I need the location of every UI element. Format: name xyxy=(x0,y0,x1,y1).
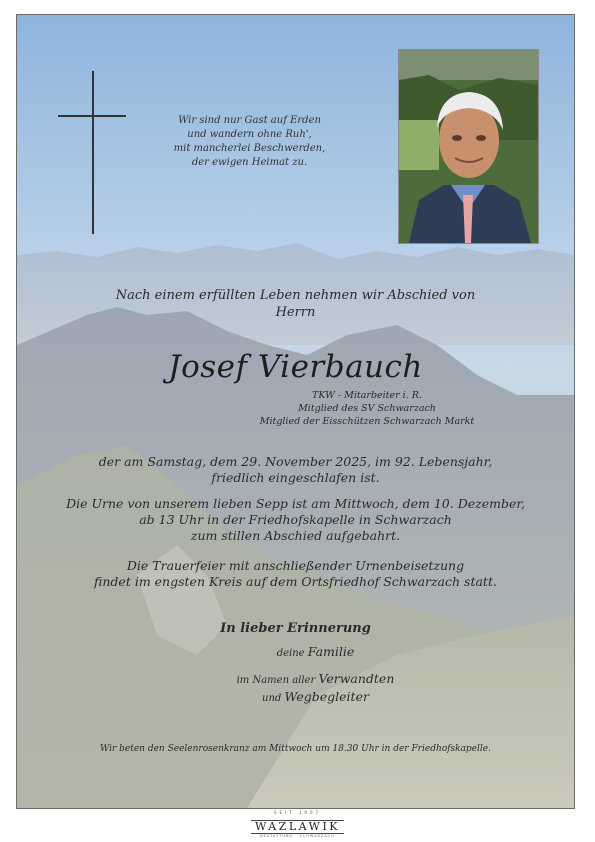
ceremony-line: Die Trauerfeier mit anschließender Urnenbeisetzung xyxy=(126,558,465,573)
intro-text xyxy=(17,287,574,321)
rosary-note: Wir beten den Seelenrosenkranz am Mittwoch um 18.30 Uhr in der Friedhofskapelle. xyxy=(100,744,491,754)
relatives-connector: und xyxy=(262,693,282,704)
urn-line: zum stillen Abschied aufgebahrt. xyxy=(190,528,401,543)
family-name: Familie xyxy=(307,644,355,659)
logo-top-text: SEIT 1907 xyxy=(273,810,322,815)
logo-bottom-text: BESTATTUNG · SCHWARZACH xyxy=(260,834,335,838)
urn-text xyxy=(17,496,574,544)
obituary-card xyxy=(16,14,575,809)
role-item: TKW - Mitarbeiter i. R. xyxy=(312,390,422,401)
ceremony-line: findet im engsten Kreis auf dem Ortsfriedhof Schwarzach statt. xyxy=(94,574,497,589)
relatives-signature xyxy=(37,671,575,707)
passing-line: der am Samstag, dem 29. November 2025, im 92. Lebensjahr, xyxy=(98,454,493,469)
poem xyxy=(162,114,337,170)
intro-line: Nach einem erfüllten Leben nehmen wir Abschied von xyxy=(115,288,476,303)
poem-line: Wir sind nur Gast auf Erden xyxy=(178,115,321,126)
role-item: Mitglied des SV Schwarzach xyxy=(298,403,436,414)
cross-icon xyxy=(92,71,94,234)
family-signature xyxy=(37,645,575,661)
poem-line: mit mancherlei Beschwerden, xyxy=(173,143,326,154)
family-prefix: deine xyxy=(276,648,305,659)
ceremony-text xyxy=(17,558,574,590)
funeral-home-logo xyxy=(0,810,595,838)
memory-heading: In lieber Erinnerung xyxy=(220,621,371,636)
deceased-name: Josef Vierbauch xyxy=(168,349,423,385)
passing-line: friedlich eingeschlafen ist. xyxy=(211,470,380,485)
portrait-photo xyxy=(398,49,539,244)
urn-line: Die Urne von unserem lieben Sepp ist am Mittwoch, dem 10. Dezember, xyxy=(66,496,525,511)
logo-name: WAZLAWIK xyxy=(251,820,344,834)
role-item: Mitglied der Eisschützen Schwarzach Markt xyxy=(259,416,475,427)
passing-text xyxy=(17,454,574,486)
cross-icon-bar xyxy=(58,115,126,117)
roles-list xyxy=(167,389,567,428)
intro-line: Herrn xyxy=(275,305,316,320)
relatives-name2: Wegbegleiter xyxy=(284,689,369,704)
relatives-prefix: im Namen aller xyxy=(236,675,316,686)
urn-line: ab 13 Uhr in der Friedhofskapelle in Schwarzach xyxy=(139,512,452,527)
poem-line: der ewigen Heimat zu. xyxy=(191,157,308,168)
poem-line: und wandern ohne Ruh', xyxy=(187,129,312,140)
relatives-name: Verwandten xyxy=(318,671,395,686)
